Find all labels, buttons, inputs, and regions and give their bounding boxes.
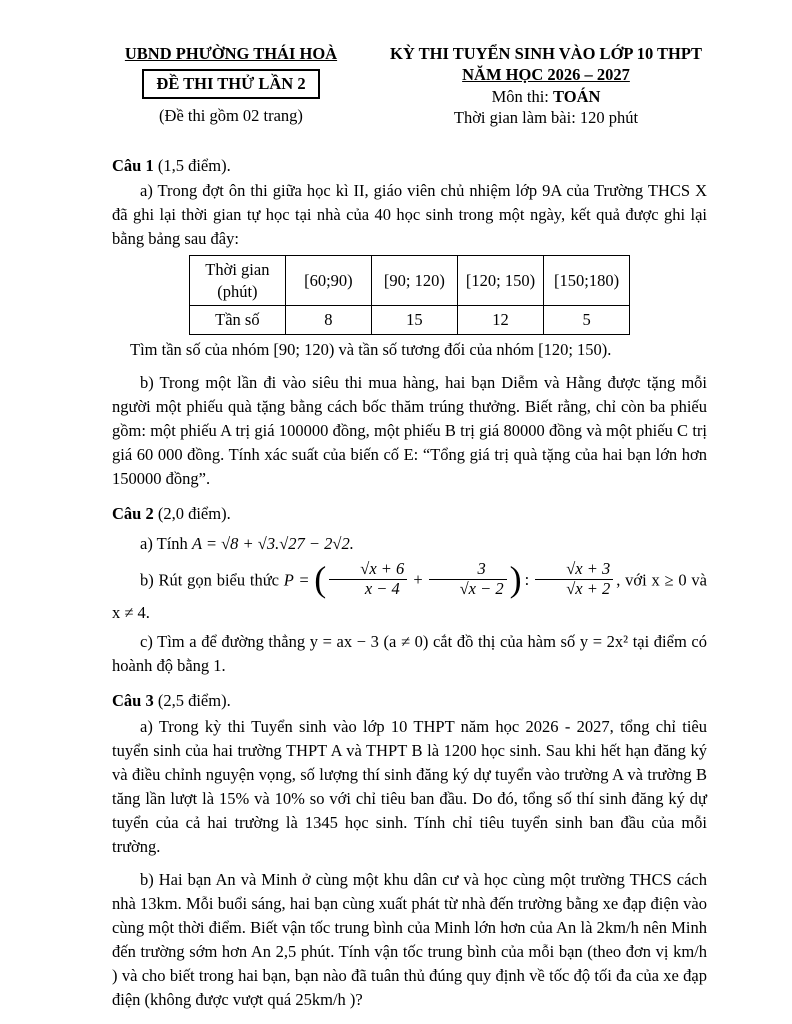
- table-cell-frequency-2: 15: [371, 306, 457, 334]
- open-paren: (: [314, 558, 327, 599]
- pages-note: (Đề thi gồm 02 trang): [159, 106, 303, 125]
- table-cell-interval-2: [90; 120): [371, 256, 457, 306]
- question-3-heading: [112, 689, 707, 713]
- table-row-frequency: [189, 306, 629, 334]
- table-row-time: [189, 256, 629, 306]
- table-cell-interval-4: [150;180): [544, 256, 630, 306]
- fraction-1: [329, 560, 407, 599]
- question-1-points: (1,5 điểm).: [153, 156, 231, 175]
- exam-title-line2: NĂM HỌC 2026 – 2027: [462, 65, 630, 84]
- organization-name: UBND PHƯỜNG THÁI HOÀ: [124, 44, 338, 63]
- header-left-column: [112, 44, 350, 126]
- exam-header: [112, 44, 707, 128]
- fraction-3-denominator: √x + 2: [566, 579, 611, 599]
- fraction-2: [429, 560, 507, 599]
- table-cell-frequency-4: 5: [544, 306, 630, 334]
- fraction-3-numerator: √x + 3: [535, 560, 613, 580]
- question-2c-text: c) Tìm a để đường thẳng y = ax − 3 (a ≠ 0) cắt đồ thị của hàm số y = 2x² tại điểm có hoành độ bằng 1.: [112, 632, 707, 676]
- q2b-lhs: P =: [283, 570, 310, 590]
- fraction-1-numerator: √x + 6: [329, 560, 407, 580]
- plus-operator: +: [413, 569, 423, 589]
- close-paren: ): [509, 558, 522, 599]
- question-2a-line: [112, 532, 707, 556]
- table-cell-frequency-3: 12: [457, 306, 543, 334]
- subject-line: [385, 87, 707, 107]
- table-cell-frequency-label: Tần số: [189, 306, 285, 334]
- fraction-2-denominator: √x − 2: [459, 579, 504, 599]
- exam-title-line1: KỲ THI TUYỂN SINH VÀO LỚP 10 THPT: [390, 44, 702, 63]
- question-1-heading: [112, 154, 707, 178]
- question-3b-text: b) Hai bạn An và Minh ở cùng một khu dân cư và học cùng một trường THCS cách nhà 13km. Mỗi buổi sáng, hai bạn cùng xuất phát từ nhà đến trường bằng xe đạp điện vào cùng một thời điểm. Biết vận tốc trung bình của Minh lớn hơn của An là 2km/h nên Minh đến trường sớm hơn An 2,5 phút. Tính vận tốc trung bình của mỗi bạn (theo đơn vị km/h ) và cho biết trong hai bạn, bạn nào đã tuân thủ đúng quy định về tốc độ tối đa của xe đạp điện (không được vượt quá 25km/h )?: [112, 869, 707, 1010]
- question-3-number: Câu 3: [112, 691, 154, 711]
- q2a-formula: A = √8 + √3.√27 − 2√2.: [191, 534, 354, 554]
- table-cell-frequency-1: 8: [285, 306, 371, 334]
- subject-label: Môn thi:: [491, 87, 554, 106]
- fraction-2-numerator: 3: [429, 560, 507, 580]
- table-cell-interval-1: [60;90): [285, 256, 371, 306]
- frequency-table: [189, 255, 630, 334]
- q2a-prefix: a) Tính: [140, 534, 192, 554]
- division-colon: :: [524, 569, 530, 589]
- question-1b-text: b) Trong một lần đi vào siêu thi mua hàng, hai bạn Diễm và Hằng được tặng mỗi người một phiếu quà tặng bằng cách bốc thăm trúng thưởng. Biết rằng, chỉ còn ba phiếu gồm: một phiếu A trị giá 100000 đồng, một phiếu B trị giá 80000 đồng và một phiếu C trị giá 60 000 đồng. Tính xác suất của biến cố E: “Tổng giá trị quà tặng của hai bạn lớn hơn 150000 đồng”.: [112, 372, 707, 489]
- question-2b-line: [112, 558, 708, 625]
- question-2-points: (2,0 điểm).: [153, 504, 231, 524]
- subject-value: TOÁN: [553, 87, 601, 106]
- question-2-number: Câu 2: [112, 504, 154, 524]
- question-1-number: Câu 1: [112, 156, 154, 175]
- question-1a-text: a) Trong đợt ôn thi giữa học kì II, giáo viên chủ nhiệm lớp 9A của Trường THCS X đã ghi lại thời gian tự học tại nhà của 40 học sinh trong một ngày, kết quả được ghi lại bằng bảng sau đây:: [112, 181, 707, 249]
- question-3a-text: a) Trong kỳ thi Tuyển sinh vào lớp 10 THPT năm học 2026 - 2027, tổng chỉ tiêu tuyển sinh của hai trường THPT A và THPT B là 1200 học sinh. Sau khi hết hạn đăng ký và điều chỉnh nguyện vọng, số lượng thí sinh đăng ký dự tuyển vào trường A và trường B tăng lần lượt là 15% và 10% so với chỉ tiêu ban đầu. Do đó, tổng số thí sinh đăng ký dự tuyển của cả hai trường là 1345 học sinh. Tính chỉ tiêu tuyển sinh ban đầu của mỗi trường.: [112, 716, 707, 856]
- question-3-points: (2,5 điểm).: [153, 691, 231, 711]
- exam-title-box: ĐỀ THI THỬ LẦN 2: [142, 69, 319, 99]
- q2b-suffix: , với x ≥ 0 và x ≠ 4.: [112, 570, 708, 623]
- fraction-1-denominator: x − 4: [364, 579, 400, 599]
- time-note: Thời gian làm bài: 120 phút: [453, 108, 639, 127]
- header-right-column: [385, 44, 707, 128]
- question-1-find-text: Tìm tần số của nhóm [90; 120) và tần số tương đối của nhóm [120; 150).: [130, 339, 612, 359]
- table-cell-interval-3: [120; 150): [457, 256, 543, 306]
- table-cell-time-label: Thời gian (phút): [189, 256, 285, 306]
- fraction-3: [535, 560, 613, 599]
- exam-box-wrapper: [112, 64, 350, 99]
- q2b-prefix: b) Rút gọn biểu thức: [140, 570, 284, 590]
- question-2-heading: [112, 502, 707, 526]
